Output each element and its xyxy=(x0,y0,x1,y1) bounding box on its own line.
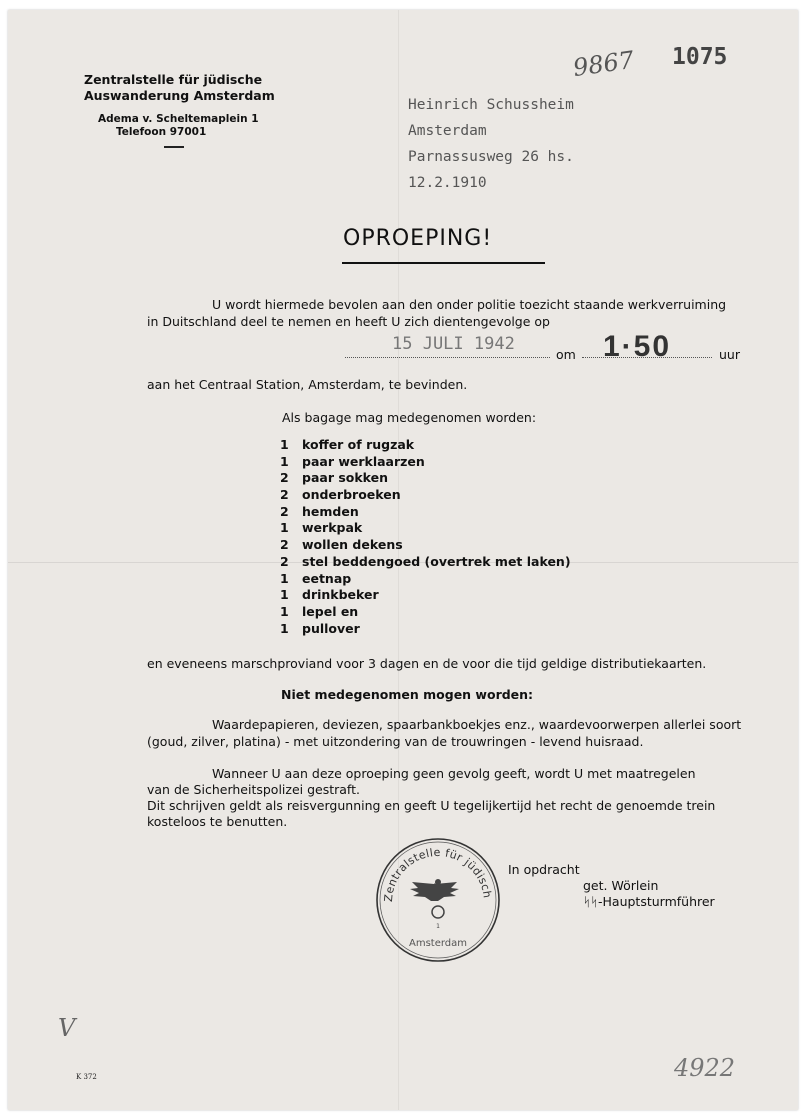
recipient-city: Amsterdam xyxy=(408,123,487,139)
official-stamp xyxy=(372,836,504,964)
stamp-seal-graphic xyxy=(372,836,504,964)
handwritten-check-mark: V xyxy=(58,1014,76,1042)
list-item: 2 hemden xyxy=(280,503,359,519)
provisions-line: en eveneens marschproviand voor 3 dagen en de voor die tijd geldige distributiekaarten. xyxy=(147,656,707,671)
not-allowed-line2: (goud, zilver, platina) - met uitzondering van de trouwringen - levend huisraad. xyxy=(147,734,644,749)
list-item: 1 paar werklaarzen xyxy=(280,453,425,469)
paragraph1-line2: in Duitschland deel te nemen en heeft U zich dientengevolge op xyxy=(147,314,550,329)
recipient-block xyxy=(408,92,574,196)
list-item: 2 paar sokken xyxy=(280,470,389,486)
title-underline xyxy=(342,262,545,264)
list-item: 1 eetnap xyxy=(280,570,352,586)
signature-line1: In opdracht xyxy=(508,862,580,877)
list-item: 2 stel beddengoed (overtrek met laken) xyxy=(280,553,571,569)
warning-line2: van de Sicherheitspolizei gestraft. xyxy=(147,782,360,797)
list-item: 2 onderbroeken xyxy=(280,487,401,503)
list-item: 1 werkpak xyxy=(280,520,363,536)
org-name-line1: Zentralstelle für jüdische xyxy=(84,72,263,87)
date-dotted-line xyxy=(345,356,550,358)
stamp-number: 1 xyxy=(436,923,440,930)
baggage-list xyxy=(280,437,571,637)
not-allowed-heading: Niet medegenomen mogen worden: xyxy=(281,687,534,702)
warning-line4: kosteloos te benutten. xyxy=(147,814,288,829)
typed-archive-number: 1075 xyxy=(672,44,728,70)
stamp-bottom-text: Amsterdam xyxy=(408,938,468,949)
recipient-birthdate: 12.2.1910 xyxy=(408,175,487,191)
om-label: om xyxy=(556,347,576,362)
letterhead xyxy=(84,72,275,104)
recipient-name: Heinrich Schussheim xyxy=(408,97,574,113)
signature-line2: get. Wörlein xyxy=(583,878,659,893)
departure-time: 1·50 xyxy=(603,330,672,363)
stamp-ring-text: Zentralstelle für jüdisch xyxy=(381,845,494,903)
location-line: aan het Centraal Station, Amsterdam, te bevinden. xyxy=(147,377,468,392)
org-address: Adema v. Scheltemaplein 1 xyxy=(98,113,259,125)
form-code: K 372 xyxy=(76,1073,97,1081)
warning-line1: Wanneer U aan deze oproeping geen gevolg geeft, wordt U met maatregelen xyxy=(212,766,696,781)
uur-label: uur xyxy=(719,347,740,362)
list-item: 1 koffer of rugzak xyxy=(280,437,415,452)
signature-line3: ᛋᛋ-Hauptsturmführer xyxy=(583,894,715,909)
not-allowed-line1: Waardepapieren, deviezen, spaarbankboekjes enz., waardevoorwerpen allerlei soort xyxy=(212,717,742,732)
baggage-intro: Als bagage mag medegenomen worden: xyxy=(282,410,537,425)
handwritten-footer-number: 4922 xyxy=(674,1054,736,1082)
paragraph1-line1: U wordt hiermede bevolen aan den onder politie toezicht staande werkverruiming xyxy=(212,297,727,312)
org-name-line2: Auswanderung Amsterdam xyxy=(84,88,275,103)
org-phone: Telefoon 97001 xyxy=(116,126,207,138)
page-title: OPROEPING! xyxy=(343,226,493,251)
eagle-icon xyxy=(410,879,459,918)
list-item: 1 lepel en xyxy=(280,603,359,619)
header-dash xyxy=(164,146,184,148)
warning-line3: Dit schrijven geldt als reisvergunning en geeft U tegelijkertijd het recht de genoemde trein xyxy=(147,798,716,813)
handwritten-archive-number: 9867 xyxy=(571,45,636,83)
recipient-street: Parnassusweg 26 hs. xyxy=(408,149,574,165)
list-item: 1 pullover xyxy=(280,620,360,636)
list-item: 1 drinkbeker xyxy=(280,587,379,603)
departure-date-stamp: 15 JULI 1942 xyxy=(392,334,515,354)
list-item: 2 wollen dekens xyxy=(280,537,403,553)
